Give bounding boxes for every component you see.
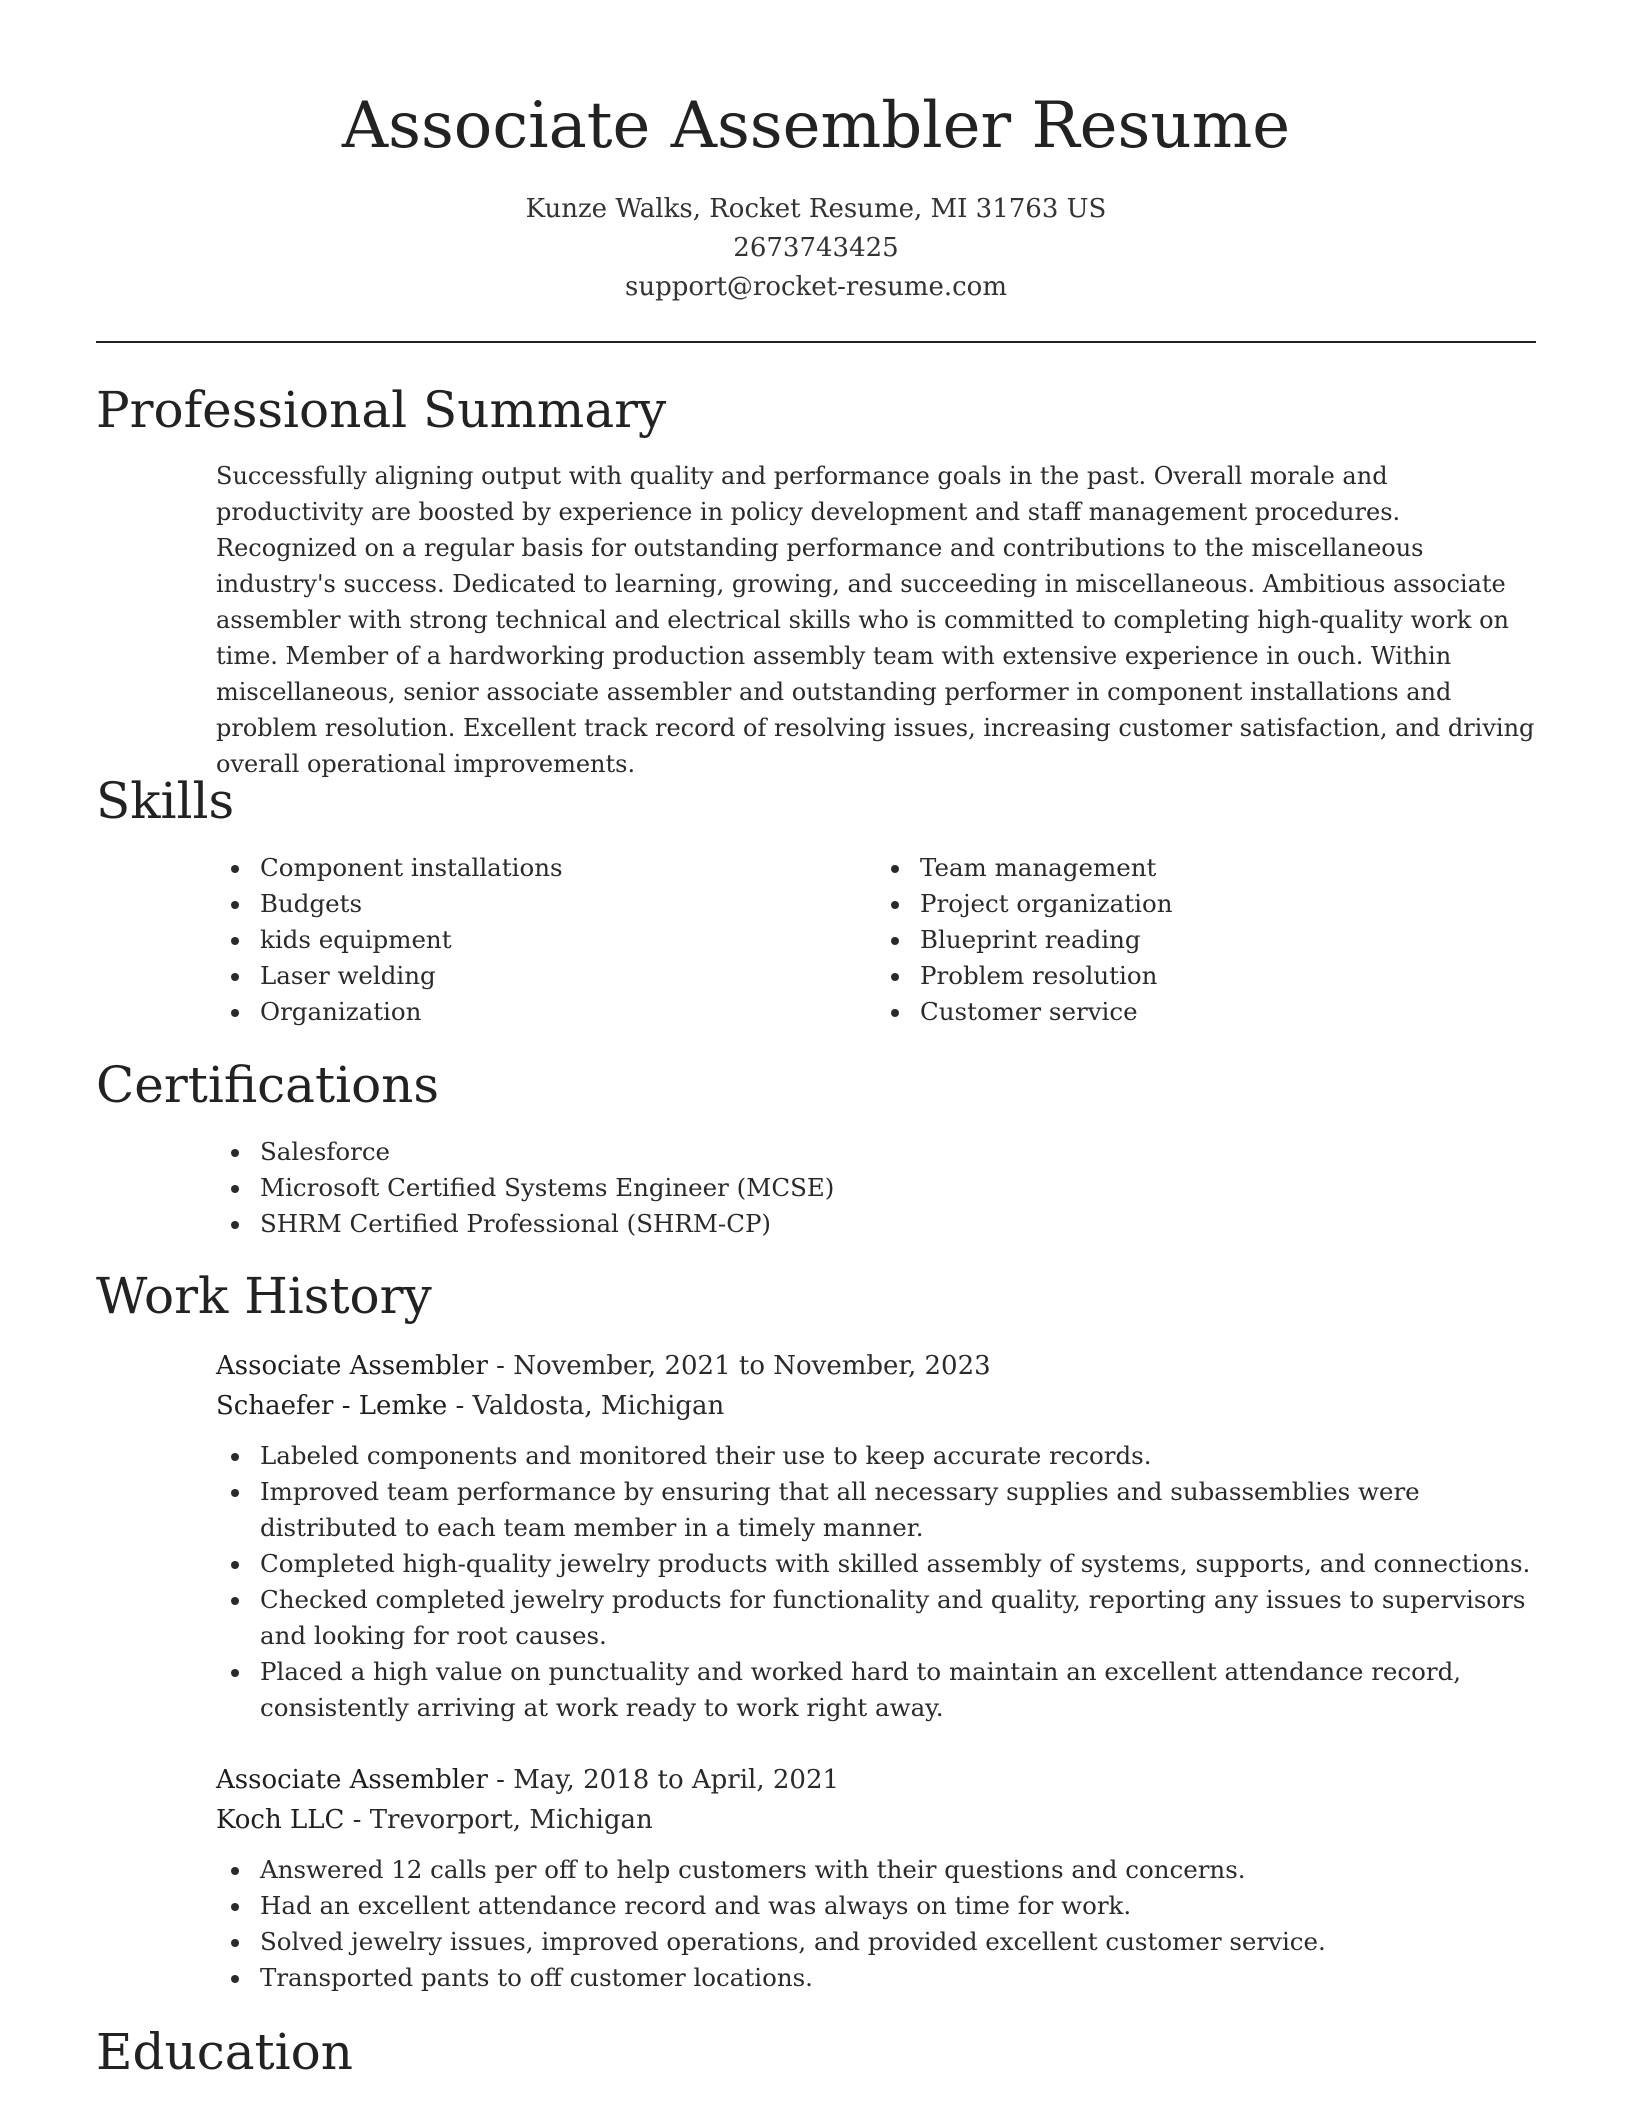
job-entry (216, 1346, 1536, 1726)
certification-item: Salesforce (260, 1134, 1536, 1170)
work-history-heading: Work History (96, 1267, 432, 1325)
job-duty: Checked completed jewelry products for functionality and quality, reporting any issues to supervisors and looking for root causes. (260, 1582, 1536, 1654)
resume-header (96, 86, 1536, 307)
job-title-line (216, 1346, 1536, 1386)
summary-text: Successfully aligning output with quality and performance goals in the past. Overall morale and productivity are boosted by experience in policy development and staff management procedures. Recognized on a regular basis for outstanding performance and contributions to the miscellaneous industry's success. Dedicated to learning, growing, and succeeding in miscellaneous. Ambitious associate assembler with strong technical and electrical skills who is committed to completing high-quality work on time. Member of a hardworking production assembly team with extensive experience in ouch. Within miscellaneous, senior associate assembler and outstanding performer in component installations and problem resolution. Excellent track record of resolving issues, increasing customer satisfaction, and driving overall operational improvements. (216, 462, 1535, 778)
job-company: Schaefer - Lemke (216, 1391, 448, 1421)
certification-item: SHRM Certified Professional (SHRM-CP) (260, 1206, 1536, 1242)
job-entry (216, 1760, 1536, 1996)
certifications-list (216, 1134, 1536, 1242)
education-heading: Education (96, 2023, 353, 2081)
skills-heading: Skills (96, 772, 235, 830)
job-title: Associate Assembler (216, 1351, 488, 1381)
job-company-line (216, 1800, 1536, 1840)
job-dates: - November, 2021 to November, 2023 (487, 1351, 991, 1381)
job-duty: Labeled components and monitored their use to keep accurate records. (260, 1438, 1536, 1474)
skill-item: Component installations (260, 850, 876, 886)
job-duties (216, 1852, 1536, 1996)
job-company: Koch LLC (216, 1805, 345, 1835)
job-duties (216, 1438, 1536, 1726)
skill-item: Customer service (920, 994, 1536, 1030)
summary-heading: Professional Summary (96, 381, 667, 439)
resume-title: Associate Assembler Resume (341, 89, 1291, 163)
job-duty: Transported pants to off customer locations. (260, 1960, 1536, 1996)
skills-column-left (216, 850, 876, 1030)
contact-email: support@rocket-resume.com (624, 272, 1007, 302)
skill-item: kids equipment (260, 922, 876, 958)
skill-item: Laser welding (260, 958, 876, 994)
contact-block (96, 190, 1536, 307)
skill-item: Organization (260, 994, 876, 1030)
job-location: - Valdosta, Michigan (447, 1391, 725, 1421)
job-duty: Had an excellent attendance record and was always on time for work. (260, 1888, 1536, 1924)
skill-item: Budgets (260, 886, 876, 922)
certifications-heading: Certifications (96, 1056, 440, 1114)
job-title: Associate Assembler (216, 1765, 488, 1795)
job-duty: Answered 12 calls per off to help customers with their questions and concerns. (260, 1852, 1536, 1888)
job-duty: Completed high-quality jewelry products with skilled assembly of systems, supports, and connections. (260, 1546, 1536, 1582)
job-location: - Trevorport, Michigan (344, 1805, 653, 1835)
job-duty: Placed a high value on punctuality and worked hard to maintain an excellent attendance record, consistently arriving at work ready to work right away. (260, 1654, 1536, 1726)
skills-list (216, 850, 1536, 1030)
job-duty: Solved jewelry issues, improved operations, and provided excellent customer service. (260, 1924, 1536, 1960)
contact-phone: 2673743425 (733, 233, 899, 263)
contact-address: Kunze Walks, Rocket Resume, MI 31763 US (525, 194, 1107, 224)
skill-item: Blueprint reading (920, 922, 1536, 958)
job-title-line (216, 1760, 1536, 1800)
skill-item: Project organization (920, 886, 1536, 922)
certification-item: Microsoft Certified Systems Engineer (MCSE) (260, 1170, 1536, 1206)
job-company-line (216, 1386, 1536, 1426)
skills-column-right (876, 850, 1536, 1030)
header-divider (96, 341, 1536, 343)
job-duty: Improved team performance by ensuring that all necessary supplies and subassemblies were distributed to each team member in a timely manner. (260, 1474, 1536, 1546)
skill-item: Problem resolution (920, 958, 1536, 994)
skill-item: Team management (920, 850, 1536, 886)
job-dates: - May, 2018 to April, 2021 (487, 1765, 840, 1795)
